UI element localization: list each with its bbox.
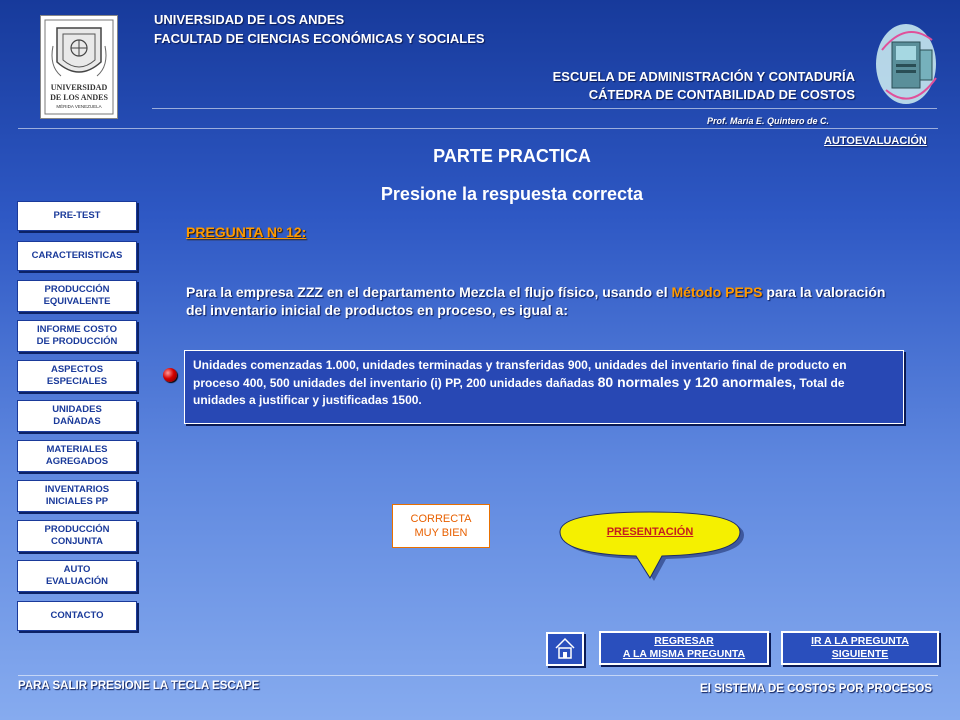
answer-option[interactable]: Unidades comenzadas 1.000, unidades terminadas y transferidas 900, unidades del inventario final de producto en proceso 400, 500 unidades del inventario (i) PP, 200 unidades dañadas 80 normales y 120 anormales, Total de unidades a justificar y justificadas 1500. [184, 350, 904, 424]
faculty-name: FACULTAD DE CIENCIAS ECONÓMICAS Y SOCIALES [154, 31, 485, 46]
question-highlight: Método PEPS [671, 284, 763, 300]
home-button[interactable] [546, 632, 584, 666]
question-number: PREGUNTA Nº 12: [186, 224, 307, 240]
sidebar-item-informe-costo[interactable]: INFORME COSTO DE PRODUCCIÓN [17, 320, 137, 352]
back-same-question-button[interactable]: REGRESAR A LA MISMA PREGUNTA [599, 631, 769, 665]
school-name: ESCUELA DE ADMINISTRACIÓN Y CONTADURÍA [552, 69, 855, 84]
university-name: UNIVERSIDAD DE LOS ANDES [154, 12, 345, 27]
presentation-bubble[interactable] [552, 510, 748, 582]
feedback-line-1: CORRECTA [410, 513, 472, 525]
sidebar-item-auto-evaluacion[interactable]: AUTO EVALUACIÓN [17, 560, 137, 592]
presentation-label[interactable]: PRESENTACIÓN [606, 526, 694, 538]
sidebar-item-caracteristicas[interactable]: CARACTERISTICAS [17, 241, 137, 271]
university-logo [40, 15, 118, 119]
computer-icon [872, 20, 944, 108]
home-icon [548, 634, 582, 664]
sidebar-item-produccion-equivalente[interactable]: PRODUCCIÓN EQUIVALENTE [17, 280, 137, 312]
sidebar-item-inventarios-iniciales[interactable]: INVENTARIOS INICIALES PP [17, 480, 137, 512]
sidebar-item-materiales-agregados[interactable]: MATERIALES AGREGADOS [17, 440, 137, 472]
professor-name: Prof. María E. Quintero de C. [707, 116, 830, 126]
feedback-line-2: MUY BIEN [414, 527, 468, 539]
next-question-button[interactable]: IR A LA PREGUNTA SIGUIENTE [781, 631, 939, 665]
feedback-box [392, 504, 490, 548]
page-subtitle: Presione la respuesta correcta [380, 184, 644, 204]
logo-text-1: UNIVERSIDAD [50, 83, 108, 92]
footer-course-title: El SISTEMA DE COSTOS POR PROCESOS [700, 683, 932, 695]
page-title: PARTE PRACTICA [433, 146, 591, 166]
sidebar-item-unidades-danadas[interactable]: UNIDADES DAÑADAS [17, 400, 137, 432]
question-text: Para la empresa ZZZ en el departamento Mezcla el flujo físico, usando el Método PEPS para la valoración del inventario inicial de productos en proceso, es igual a: [186, 284, 886, 318]
logo-text-2: DE LOS ANDES [50, 93, 108, 102]
autoevaluacion-link[interactable]: AUTOEVALUACIÓN [824, 135, 927, 147]
sidebar-item-aspectos-especiales[interactable]: ASPECTOS ESPECIALES [17, 360, 137, 392]
header-divider [152, 108, 937, 109]
footer-exit-instructions: PARA SALIR PRESIONE LA TECLA ESCAPE [18, 680, 260, 692]
answer-bullet-icon [163, 368, 177, 382]
logo-text-3: MÉRIDA VENEZUELA [56, 104, 102, 109]
sidebar-item-contacto[interactable]: CONTACTO [17, 601, 137, 631]
sidebar-item-pre-test[interactable]: PRE-TEST [17, 201, 137, 231]
sidebar-item-produccion-conjunta[interactable]: PRODUCCIÓN CONJUNTA [17, 520, 137, 552]
footer-divider [18, 675, 938, 676]
chair-name: CÁTEDRA DE CONTABILIDAD DE COSTOS [588, 87, 855, 102]
header-divider-2 [18, 128, 938, 129]
